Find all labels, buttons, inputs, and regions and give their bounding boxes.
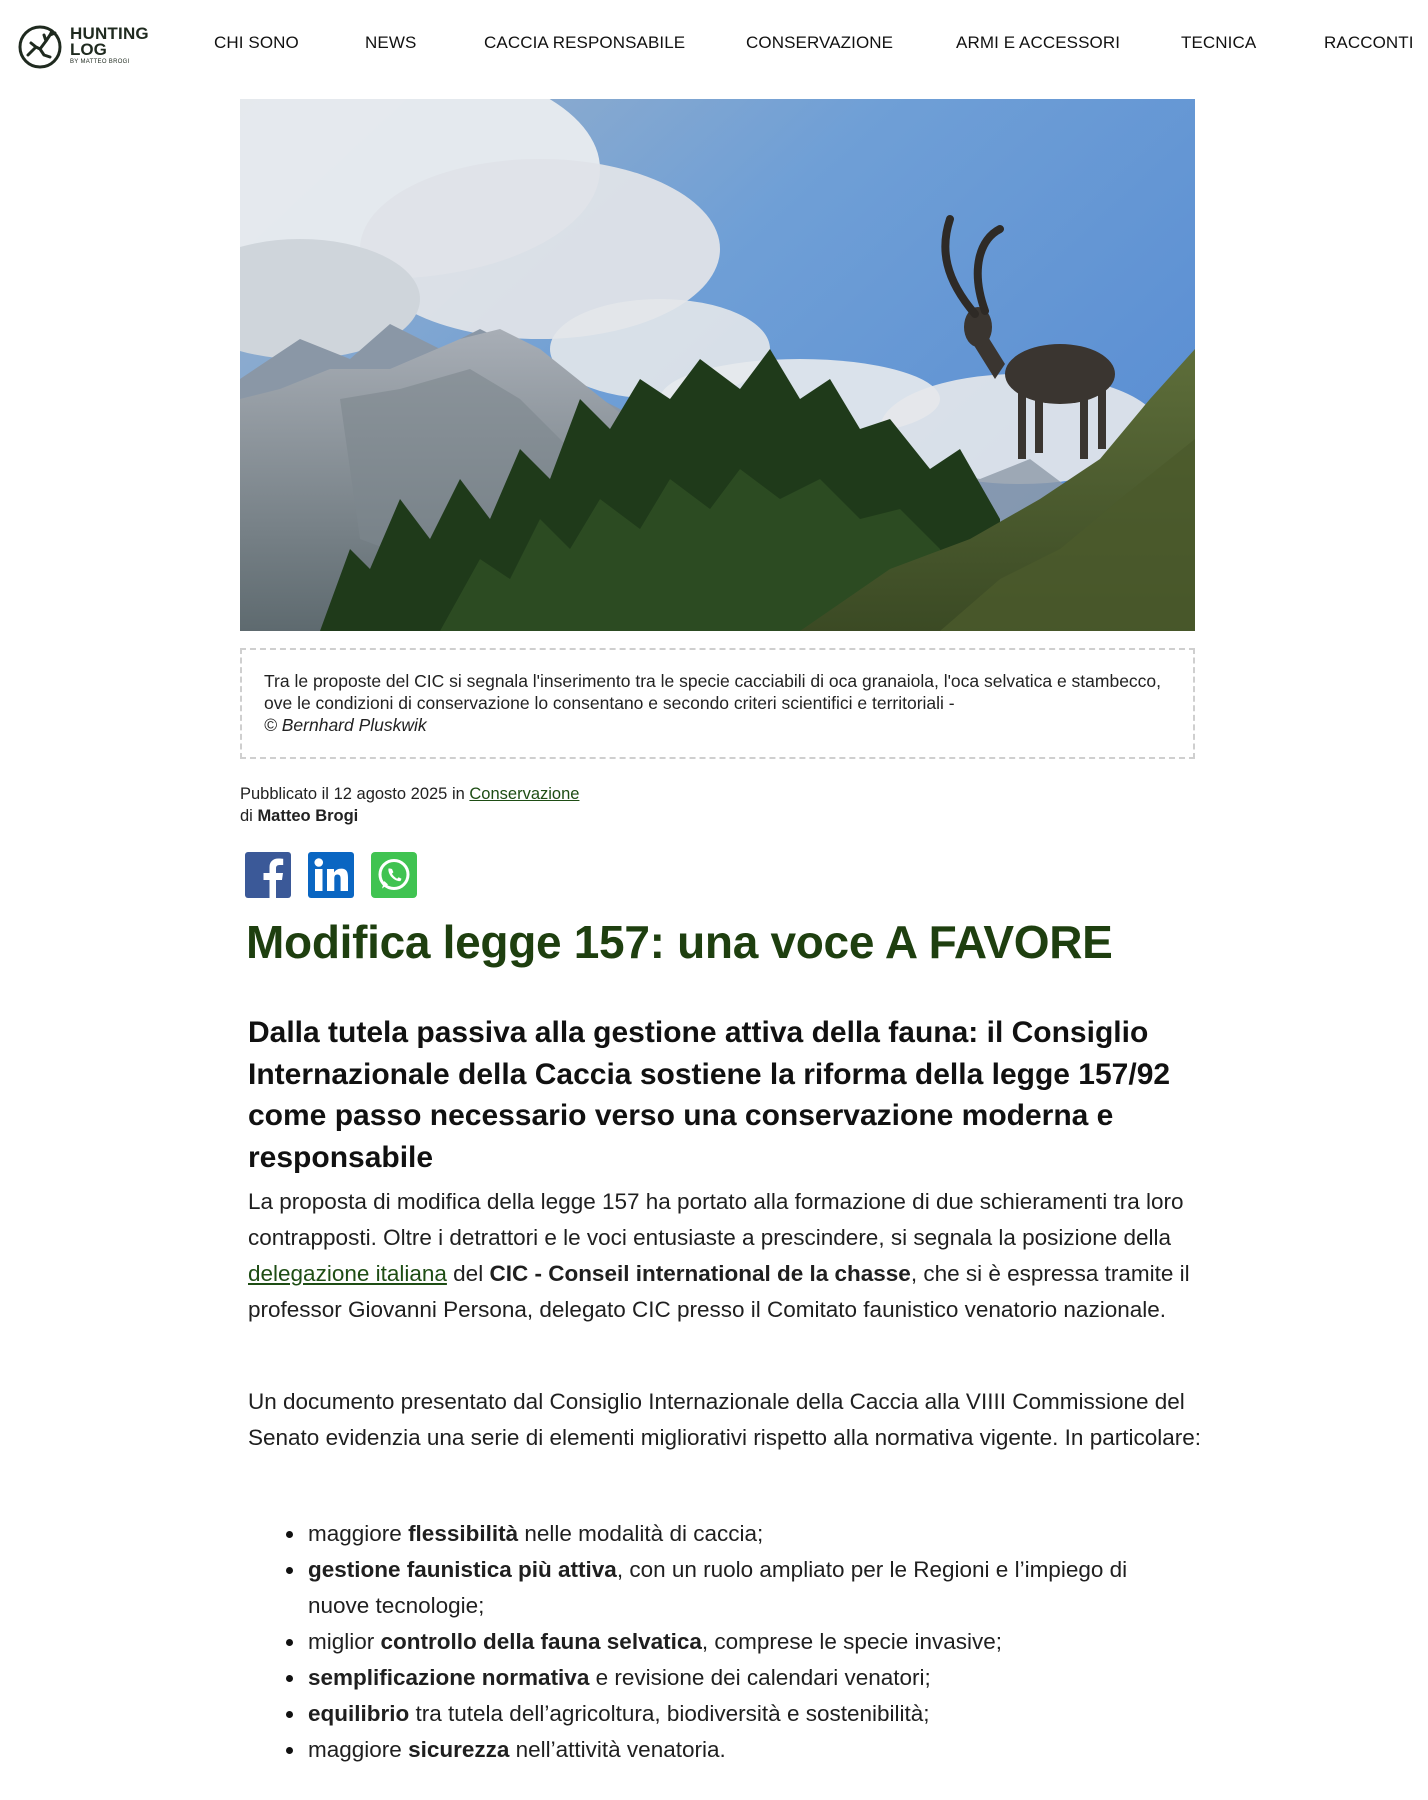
paragraph-1-text-b: del [446,1261,490,1286]
ibex-mountain-photo [240,99,1195,631]
published-prefix: Pubblicato il [240,785,329,803]
logo-line-1: HUNTING [70,24,149,43]
list-item-bold: gestione faunistica più attiva [308,1557,617,1582]
list-item-pre: maggiore [308,1737,409,1762]
paragraph-1-text-c: , che si è espressa tramite il professor Giovanni Persona, delegato CIC presso il Comitato faunistico venatorio nazionale. [248,1261,1190,1322]
list-item [286,1696,1186,1732]
logo-line-2: LOG [70,40,107,59]
article-subtitle: Dalla tutela passiva alla gestione attiva della fauna: il Consiglio Internazionale della Caccia sostiene la riforma della legge 157/92 come passo necessario verso una conservazione moderna e responsabile [248,1016,1171,1174]
main-nav [0,33,1428,59]
list-item-bold: sicurezza [408,1737,510,1762]
list-item-post: nell’attività venatoria. [509,1737,726,1762]
nav-conservazione[interactable]: CONSERVAZIONE [746,33,894,52]
logo-line-3: BY MATTEO BROGI [70,59,130,65]
category-link[interactable]: Conservazione [469,785,580,803]
post-meta [240,783,579,827]
hero-image [240,99,1195,631]
list-item-post: nelle modalità di caccia; [518,1521,764,1546]
list-item-pre: maggiore [308,1521,409,1546]
linkedin-icon[interactable] [308,852,354,898]
list-item-post: , con un ruolo ampliato per le Regioni e l’impiego di nuove tecnologie; [308,1557,1128,1618]
list-item [286,1552,1186,1624]
list-item-post: e revisione dei calendari venatori; [589,1665,931,1690]
nav-caccia-responsabile[interactable]: CACCIA RESPONSABILE [484,33,686,52]
nav-chi-sono[interactable]: CHI SONO [214,33,299,52]
list-item-post: tra tutela dell’agricoltura, biodiversità e sostenibilità; [409,1701,930,1726]
nav-news[interactable]: NEWS [365,33,417,52]
list-item-post: , comprese le specie invasive; [701,1629,1003,1654]
list-item [286,1624,1186,1660]
caption-credit: © Bernhard Pluskwik [264,715,427,735]
by-word: di [240,807,253,825]
list-item-bold: flessibilità [408,1521,519,1546]
post-author: Matteo Brogi [257,807,359,825]
post-author-line [240,805,579,827]
list-item-bold: equilibrio [308,1701,410,1726]
in-word: in [451,785,465,803]
delegazione-italiana-link[interactable]: delegazione italiana [248,1261,447,1286]
caption-text: Tra le proposte del CIC si segnala l'inserimento tra le specie cacciabili di oca granaiola, l'oca selvatica e stambecco, ove le condizioni di conservazione lo consentano e secondo criteri scientifici e territoriali - [264,671,1162,713]
post-date: 12 agosto 2025 [333,785,448,803]
list-item-pre: miglior [308,1629,381,1654]
nav-armi-e-accessori[interactable]: ARMI E ACCESSORI [956,33,1121,52]
article-paragraph-2: Un documento presentato dal Consiglio Internazionale della Caccia alla VIIII Commissione del Senato evidenzia una serie di elementi migliorativi rispetto alla normativa vigente. In particolare: [248,1389,1201,1450]
list-item [286,1516,1186,1552]
image-caption [240,648,1195,759]
list-item-bold: semplificazione normativa [308,1665,590,1690]
facebook-icon[interactable] [245,852,291,898]
list-item [286,1732,1186,1768]
paragraph-1-text-a: La proposta di modifica della legge 157 ha portato alla formazione di due schieramenti tra loro contrapposti. Oltre i detrattori e le voci entusiaste a prescindere, si segnala la posizione della [248,1189,1184,1250]
paragraph-1-bold: CIC - Conseil international de la chasse [489,1261,911,1286]
post-date-line [240,783,579,805]
site-header [0,0,1428,95]
article-title: Modifica legge 157: una voce A FAVORE [246,916,1113,968]
list-item-bold: controllo della fauna selvatica [380,1629,702,1654]
nav-tecnica[interactable]: TECNICA [1181,33,1257,52]
list-item [286,1660,1186,1696]
improvements-list [286,1516,1186,1768]
nav-racconti[interactable]: RACCONTI [1324,33,1414,52]
article-paragraph-1 [248,1184,1208,1328]
whatsapp-icon[interactable] [371,852,417,898]
